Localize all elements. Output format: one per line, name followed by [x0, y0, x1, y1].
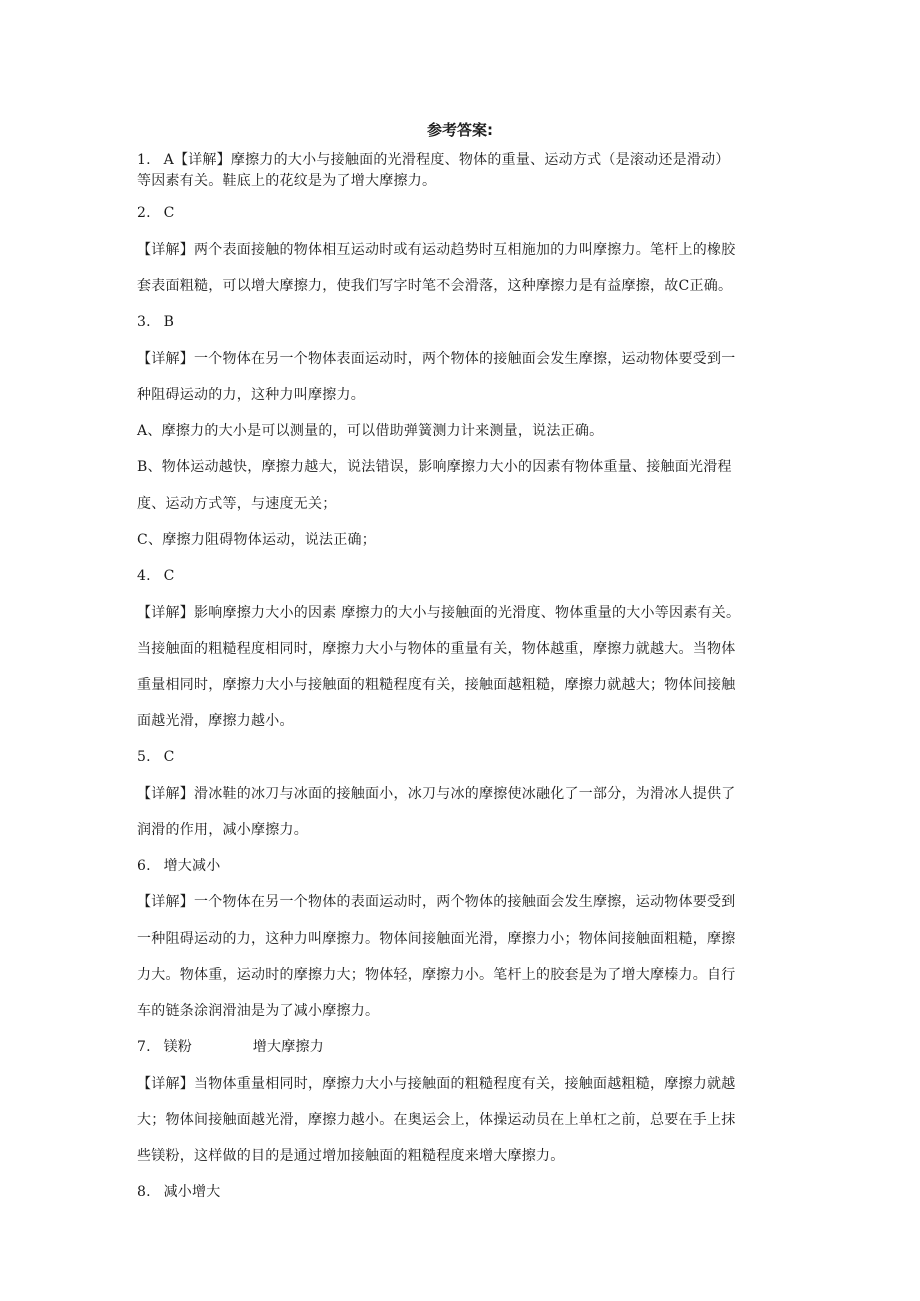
answer-1-number: 1.: [137, 152, 151, 168]
answer-6-heading: [137, 856, 807, 876]
answer-4-detail-2: 当接触面的粗糙程度相同时，摩擦力大小与物体的重量有关，物体越重，摩擦力就越大。当物体: [137, 641, 736, 657]
answer-4-detail-1: 【详解】影响摩擦力大小的因素 摩擦力的大小与接触面的光滑度、物体重量的大小等因素有关。: [137, 605, 741, 621]
page-title: 参考答案:: [427, 121, 493, 139]
answer-6-number: 6.: [137, 858, 151, 874]
answer-2-detail-1: 【详解】两个表面接触的物体相互运动时或有运动趋势时互相施加的力叫摩擦力。笔杆上的橡胶: [137, 242, 736, 258]
answer-4-heading: [137, 566, 807, 586]
answer-3-detail-5: 度、运动方式等，与速度无关；: [137, 496, 337, 512]
answer-4-detail-3: 重量相同时，摩擦力大小与接触面的粗糙程度有关，接触面越粗糙，摩擦力就越大；物体间接触: [137, 677, 736, 693]
answer-1-line-1: [137, 150, 807, 170]
answer-7-detail-3: 些镁粉，这样做的目的是通过增加接触面的粗糙程度来增大摩擦力。: [137, 1148, 565, 1164]
answer-3-detail-3: A、摩擦力的大小是可以测量的，可以借助弹簧测力计来测量，说法正确。: [137, 423, 604, 439]
answer-4-detail-4: 面越光滑，摩擦力越小。: [137, 713, 294, 729]
answer-6-detail-2: 一种阻碍运动的力，这种力叫摩擦力。物体间接触面光滑，摩擦力小；物体间接触面粗糙，摩擦: [137, 931, 736, 947]
answer-6-key: 增大减小: [163, 858, 221, 874]
answer-2-heading: [137, 203, 807, 223]
answer-7-key-1: 镁粉: [163, 1039, 193, 1055]
answer-3-detail-2: 种阻碍运动的力，这种力叫摩擦力。: [137, 387, 365, 403]
answer-5-detail-2: 润滑的作用，减小摩擦力。: [137, 822, 308, 838]
answer-8-heading: [137, 1182, 807, 1202]
answer-7-detail-2: 大；物体间接触面越光滑，摩擦力越小。在奥运会上，体操运动员在上单杠之前，总要在手上抹: [137, 1112, 736, 1128]
answer-1-detail-1: 【详解】摩擦力的大小与接触面的光滑程度、物体的重量、运动方式（是滚动还是滑动）: [173, 152, 730, 168]
answer-6-detail-4: 车的链条涂润滑油是为了减小摩擦力。: [137, 1003, 380, 1019]
answer-3-detail-4: B、物体运动越快，摩擦力越大，说法错误，影响摩擦力大小的因素有物体重量、接触面光滑程: [137, 459, 732, 475]
answer-5-detail-1: 【详解】滑冰鞋的冰刀与冰面的接触面小，冰刀与冰的摩擦使冰融化了一部分，为滑冰人提供了: [137, 786, 736, 802]
answer-3-heading: [137, 312, 807, 332]
answer-7-number: 7.: [137, 1039, 151, 1055]
answer-1-key: A: [163, 152, 174, 168]
answer-3-key: B: [163, 314, 175, 330]
answer-3-number: 3.: [137, 314, 151, 330]
answer-5-heading: [137, 747, 807, 767]
answer-2-number: 2.: [137, 205, 151, 221]
answer-4-number: 4.: [137, 568, 151, 584]
answer-8-number: 8.: [137, 1184, 151, 1200]
answer-3-detail-1: 【详解】一个物体在另一个物体表面运动时，两个物体的接触面会发生摩擦，运动物体要受到一: [137, 351, 736, 367]
answer-1-detail-2: 等因素有关。鞋底上的花纹是为了增大摩擦力。: [137, 173, 437, 189]
answer-5-number: 5.: [137, 749, 151, 765]
answer-6-detail-1: 【详解】一个物体在另一个物体的表面运动时，两个物体的接触面会发生摩擦，运动物体要受到: [137, 894, 736, 910]
answer-7-detail-1: 【详解】当物体重量相同时，摩擦力大小与接触面的粗糙程度有关，接触面越粗糙，摩擦力就越: [137, 1076, 736, 1092]
answer-2-key: C: [163, 205, 175, 221]
answer-2-detail-2: 套表面粗糙，可以增大摩擦力，使我们写字时笔不会滑落，这种摩擦力是有益摩擦，故C正确。: [137, 278, 733, 294]
answer-3-detail-6: C、摩擦力阻碍物体运动，说法正确；: [137, 532, 376, 548]
answer-4-key: C: [163, 568, 175, 584]
answer-5-key: C: [163, 749, 175, 765]
answer-7-heading: [137, 1037, 807, 1057]
answer-6-detail-3: 力大。物体重，运动时的摩擦力大；物体轻，摩擦力小。笔杆上的胶套是为了增大摩榛力。自行: [137, 967, 736, 983]
answer-7-key-2: 增大摩擦力: [252, 1039, 325, 1055]
answer-8-key: 减小增大: [163, 1184, 221, 1200]
